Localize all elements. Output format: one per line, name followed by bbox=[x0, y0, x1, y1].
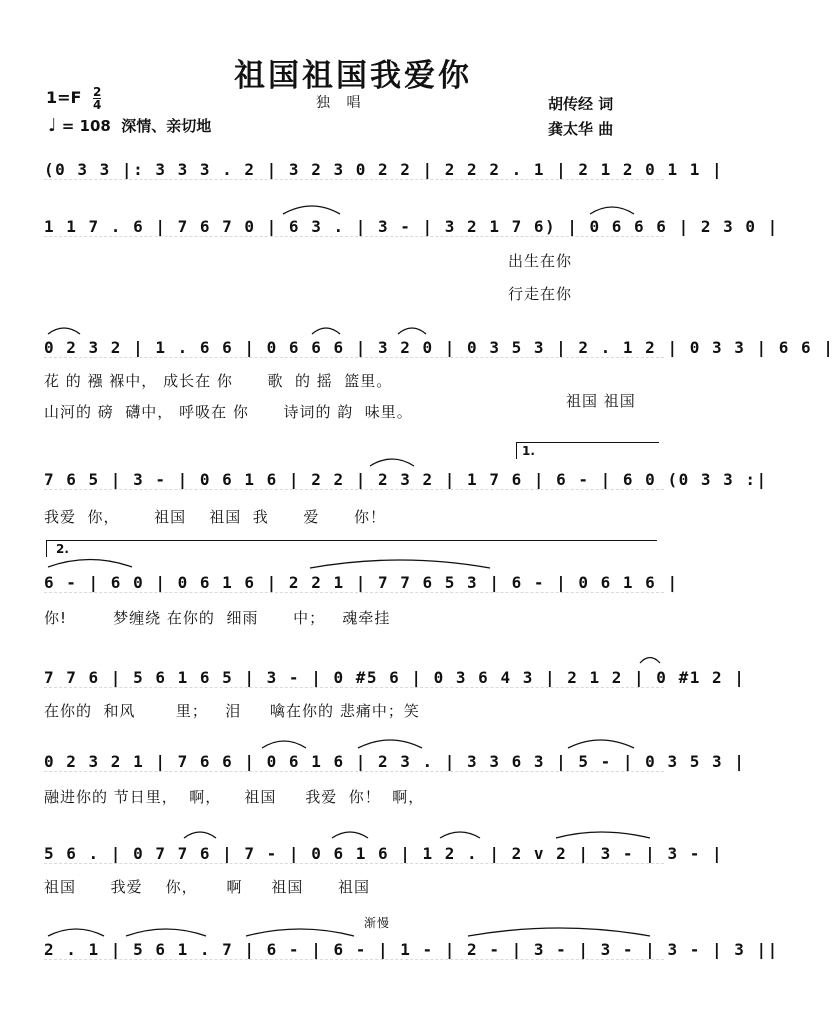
notation-row-1: (0 3 3 |: 3 3 3 . 2 | 3 2 3 0 2 2 | 2 2 2 . 1 | 2 1 2 0 1 1 | bbox=[44, 155, 664, 185]
key-signature bbox=[46, 86, 101, 111]
composer-credit: 龚太华 曲 bbox=[548, 120, 614, 138]
slur-arc bbox=[332, 832, 368, 838]
lyric-row-6: 在你的 和风 里； 泪 噙在你的 悲痛中；笑 bbox=[44, 702, 420, 720]
time-signature bbox=[93, 86, 101, 111]
performance-mode: 独 唱 bbox=[316, 95, 367, 111]
notation-row-4: 7 6 5 | 3 - | 0 6 1 6 | 2 2 | 2 3 2 | 1 7 6 | 6 - | 6 0 (0 3 3 :| bbox=[44, 465, 664, 495]
first-ending-bracket bbox=[516, 442, 659, 459]
slur-arc bbox=[556, 832, 650, 838]
notation-row-7: 0 2 3 2 1 | 7 6 6 | 0 6 1 6 | 2 3 . | 3 3 6 3 | 5 - | 0 3 5 3 | bbox=[44, 747, 664, 777]
time-signature-top: 2 bbox=[93, 85, 102, 99]
notation-row-6: 7 7 6 | 5 6 1 6 5 | 3 - | 0 #5 6 | 0 3 6 4 3 | 2 1 2 | 0 #1 2 | bbox=[44, 663, 664, 693]
lyricist-credit: 胡传经 词 bbox=[548, 95, 614, 113]
second-ending-bracket bbox=[46, 540, 657, 557]
key-label: 1=F bbox=[46, 88, 82, 107]
lyric-row-2-line-2: 行走在你 bbox=[508, 285, 573, 303]
tempo-value: = 108 bbox=[61, 117, 111, 135]
notation-row-9: 2 . 1 | 5 6 1 . 7 | 6 - | 6 - | 1 - | 2 - | 3 - | 3 - | 3 - | 3 || bbox=[44, 935, 664, 965]
expression-text: 深情、亲切地 bbox=[121, 117, 212, 135]
lyric-row-4: 我爱 你， 祖国 祖国 我 爱 你！ bbox=[44, 508, 386, 526]
lyric-row-3-line-2: 山河的 磅 礴中， 呼吸在 你 诗词的 韵 味里。 bbox=[44, 403, 413, 421]
lyric-row-2-line-1: 出生在你 bbox=[508, 252, 573, 270]
notation-row-5: 6 - | 6 0 | 0 6 1 6 | 2 2 1 | 7 7 6 5 3 | 6 - | 0 6 1 6 | bbox=[44, 568, 664, 598]
notation-row-2: 1 1 7 . 6 | 7 6 7 0 | 6 3 . | 3 - | 3 2 1 7 6) | 0 6 6 6 | 2 3 0 | bbox=[44, 212, 664, 242]
notation-row-3: 0 2 3 2 | 1 . 6 6 | 0 6 6 6 | 3 2 0 | 0 3 5 3 | 2 . 1 2 | 0 3 3 | 6 6 | bbox=[44, 333, 664, 363]
lyric-row-7: 融进你的 节日里， 啊， 祖国 我爱 你！ 啊， bbox=[44, 788, 425, 806]
notation-row-8: 5 6 . | 0 7 7 6 | 7 - | 0 6 1 6 | 1 2 . | 2 v 2 | 3 - | 3 - | bbox=[44, 839, 664, 869]
slur-arc bbox=[440, 832, 480, 838]
lyric-row-8: 祖国 我爱 你， 啊 祖国 祖国 bbox=[44, 878, 370, 896]
slur-arc bbox=[48, 560, 132, 568]
lyric-row-3-line-1: 花 的 襁 褓中， 成长在 你 歌 的 摇 篮里。 bbox=[44, 372, 393, 390]
first-ending-label: 1. bbox=[522, 444, 535, 458]
slur-arc bbox=[184, 832, 216, 838]
lyric-row-5: 你! 梦缠绕 在你的 细雨 中； 魂牵挂 bbox=[44, 609, 391, 627]
song-title: 祖国祖国我爱你 bbox=[234, 58, 472, 94]
lyric-row-3-aside: 祖国 祖国 bbox=[566, 392, 636, 410]
tempo-marking bbox=[48, 115, 211, 136]
second-ending-label: 2. bbox=[56, 542, 69, 556]
quarter-note-icon: ♩ bbox=[48, 115, 57, 136]
tempo-change-label: 渐慢 bbox=[364, 916, 391, 930]
slur-arc bbox=[310, 560, 490, 568]
time-signature-bottom: 4 bbox=[93, 98, 102, 112]
